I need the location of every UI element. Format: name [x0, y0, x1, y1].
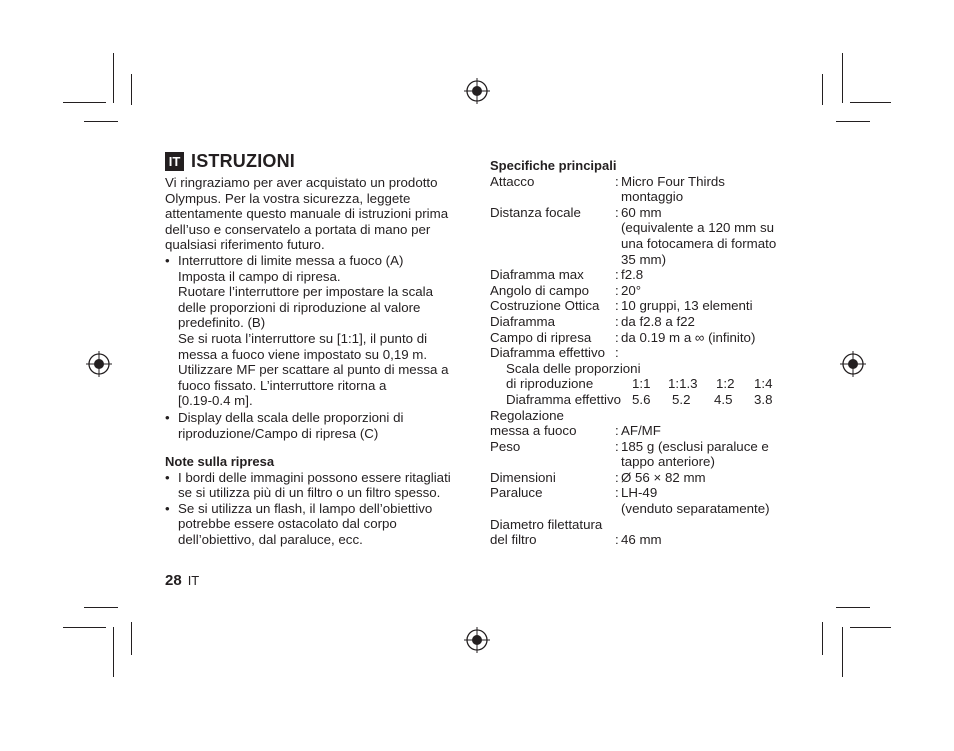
spec-value: LH-49: [621, 485, 658, 501]
spec-value: una fotocamera di formato: [621, 235, 777, 251]
crop-mark: [836, 121, 870, 122]
title-row: [165, 151, 295, 172]
effective-aperture-value: 5.6: [632, 391, 651, 407]
spec-key: messa a fuoco: [490, 423, 577, 439]
spec-key: Peso: [490, 438, 521, 454]
crop-mark: [822, 622, 823, 655]
registration-mark-icon: [464, 78, 490, 104]
intro-line: Olympus. Per la vostra sicurezza, leggete: [165, 190, 411, 206]
spec-key: Campo di ripresa: [490, 329, 592, 345]
spec-row: Dimensioni : Ø 56 × 82 mm: [490, 470, 790, 486]
bullet-item: [165, 501, 465, 548]
crop-mark: [113, 53, 114, 103]
intro-paragraph: [165, 175, 465, 253]
spec-value: [621, 345, 790, 361]
crop-mark: [850, 627, 891, 628]
spec-value: 35 mm): [621, 251, 667, 267]
spec-row: Peso : 185 g (esclusi paraluce e tappo anteriore): [490, 439, 790, 470]
spec-row: Diaframma max : f2.8: [490, 267, 790, 283]
spec-key: Paraluce: [490, 485, 543, 501]
spec-key: Diaframma effettivo: [490, 345, 606, 361]
spec-row: Campo di ripresa : da 0.19 m a ∞ (infinito): [490, 330, 790, 346]
crop-mark: [842, 627, 843, 677]
spec-value: tappo anteriore): [621, 454, 715, 470]
bullet-line: Imposta il campo di ripresa.: [178, 268, 341, 284]
spec-row: Diaframma : da f2.8 a f22: [490, 314, 790, 330]
spec-key: Diaframma max: [490, 267, 584, 283]
bullet-line: • I bordi delle immagini possono essere ritagliati: [178, 469, 451, 485]
spec-value: montaggio: [621, 189, 684, 205]
bullet-line: delle proporzioni di riproduzione al valore: [178, 299, 421, 315]
bullet-line: fuoco fissato. L’interruttore ritorna a: [178, 377, 387, 393]
crop-mark: [131, 622, 132, 655]
spec-value: 10 gruppi, 13 elementi: [621, 298, 753, 314]
ratio-value: 1:4: [754, 376, 773, 392]
ratio-value: 1:1: [632, 376, 651, 392]
spec-key: Diaframma: [490, 313, 556, 329]
ratio-value: 1:2: [716, 376, 735, 392]
spec-key: Angolo di campo: [490, 282, 590, 298]
page-language: IT: [187, 573, 200, 588]
spec-value: (equivalente a 120 mm su: [621, 220, 774, 236]
spec-value: f2.8: [621, 267, 644, 283]
spec-row: Attacco : Micro Four Thirds montaggio: [490, 174, 790, 205]
spec-value: (venduto separatamente): [621, 501, 770, 517]
spec-row: Distanza focale : 60 mm (equivalente a 120 mm su una fotocamera di formato 35 mm): [490, 205, 790, 267]
bullet-item: [165, 253, 465, 409]
bullet-line: messa a fuoco viene impostato su 0,19 m.: [178, 346, 428, 362]
ratio-row: [490, 376, 790, 392]
crop-mark: [63, 627, 106, 628]
spec-value: da 0.19 m a ∞ (infinito): [621, 329, 756, 345]
bullet-item: [165, 410, 465, 441]
effective-aperture-value: 3.8: [754, 391, 773, 407]
registration-mark-icon: [840, 351, 866, 377]
spec-value: AF/MF: [621, 423, 661, 439]
intro-line: Vi ringraziamo per aver acquistato un prodotto: [165, 175, 438, 190]
intro-line: dell’uso e conservatelo a portata di mano per: [165, 221, 431, 237]
ratio-label: Scala delle proporzioni: [506, 360, 641, 376]
spec-value: 60 mm: [621, 204, 662, 220]
page-title: ISTRUZIONI: [191, 151, 295, 171]
notes-heading: Note sulla ripresa: [165, 454, 275, 470]
spec-row: Diametro filettatura del filtro : 46 mm: [490, 516, 662, 548]
spec-value: Ø 56 × 82 mm: [621, 469, 706, 485]
spec-key: del filtro: [490, 532, 537, 548]
bullet-line: dell’obiettivo, dal paraluce, ecc.: [178, 532, 363, 548]
registration-mark-icon: [464, 627, 490, 653]
crop-mark: [842, 53, 843, 103]
spec-row: Regolazione messa a fuoco : AF/MF: [490, 407, 661, 439]
crop-mark: [822, 74, 823, 105]
language-badge: IT: [165, 152, 184, 171]
spec-row: Angolo di campo : 20°: [490, 283, 790, 299]
specifications: [490, 158, 790, 548]
crop-mark: [131, 74, 132, 105]
spec-row: Paraluce : LH-49 (venduto separatamente): [490, 485, 790, 516]
spec-key: Diametro filettatura: [490, 516, 603, 532]
spec-value: 46 mm: [621, 532, 662, 548]
bullet-line: riproduzione/Campo di ripresa (C): [178, 425, 379, 441]
bullet-line: Se si ruota l’interruttore su [1:1], il punto di: [178, 330, 428, 346]
effective-aperture-value: 5.2: [672, 391, 691, 407]
bullet-line: predefinito. (B): [178, 315, 266, 331]
spec-key: Attacco: [490, 173, 535, 189]
effective-aperture-row: [490, 392, 790, 408]
spec-row: Diaframma effettivo :: [490, 345, 790, 361]
bullet-line: potrebbe essere ostacolato dal corpo: [178, 516, 397, 532]
bullet-line: • Interruttore di limite messa a fuoco (A): [178, 252, 404, 268]
intro-line: attentamente questo manuale di istruzioni prima: [165, 206, 449, 222]
registration-mark-icon: [86, 351, 112, 377]
crop-mark: [850, 102, 891, 103]
spec-key: Distanza focale: [490, 204, 581, 220]
spec-title: Specifiche principali: [490, 158, 617, 173]
bullet-line: • Se si utilizza un flash, il lampo dell’obiettivo: [178, 500, 433, 516]
spec-value: 185 g (esclusi paraluce e: [621, 438, 769, 454]
bullet-line: • Display della scala delle proporzioni di: [178, 409, 404, 425]
crop-mark: [84, 607, 118, 608]
effective-aperture-label: Diaframma effettivo: [506, 391, 622, 407]
spec-value: da f2.8 a f22: [621, 313, 695, 329]
crop-mark: [836, 607, 870, 608]
bullet-line: se si utilizza più di un filtro o un filtro spesso.: [178, 485, 441, 501]
spec-key: Regolazione: [490, 407, 564, 423]
spec-key: Dimensioni: [490, 469, 556, 485]
effective-aperture-value: 4.5: [714, 391, 733, 407]
spec-row: Costruzione Ottica : 10 gruppi, 13 elementi: [490, 298, 790, 314]
left-column: [165, 175, 465, 548]
page-number: [165, 572, 199, 589]
intro-line: qualsiasi riferimento futuro.: [165, 237, 325, 253]
spec-value: Micro Four Thirds: [621, 173, 725, 189]
bullet-item: [165, 470, 465, 501]
page-number-value: 28: [165, 572, 182, 589]
spec-key: Costruzione Ottica: [490, 298, 600, 314]
bullet-line: Utilizzare MF per scattare al punto di messa a: [178, 362, 449, 378]
crop-mark: [84, 121, 118, 122]
crop-mark: [63, 102, 106, 103]
ratio-label: di riproduzione: [506, 376, 594, 392]
bullet-line: Ruotare l’interruttore per impostare la scala: [178, 284, 433, 300]
ratio-value: 1:1.3: [668, 376, 698, 392]
bullet-line: [0.19-0.4 m].: [178, 393, 253, 409]
crop-mark: [113, 627, 114, 677]
spec-value: 20°: [621, 282, 642, 298]
